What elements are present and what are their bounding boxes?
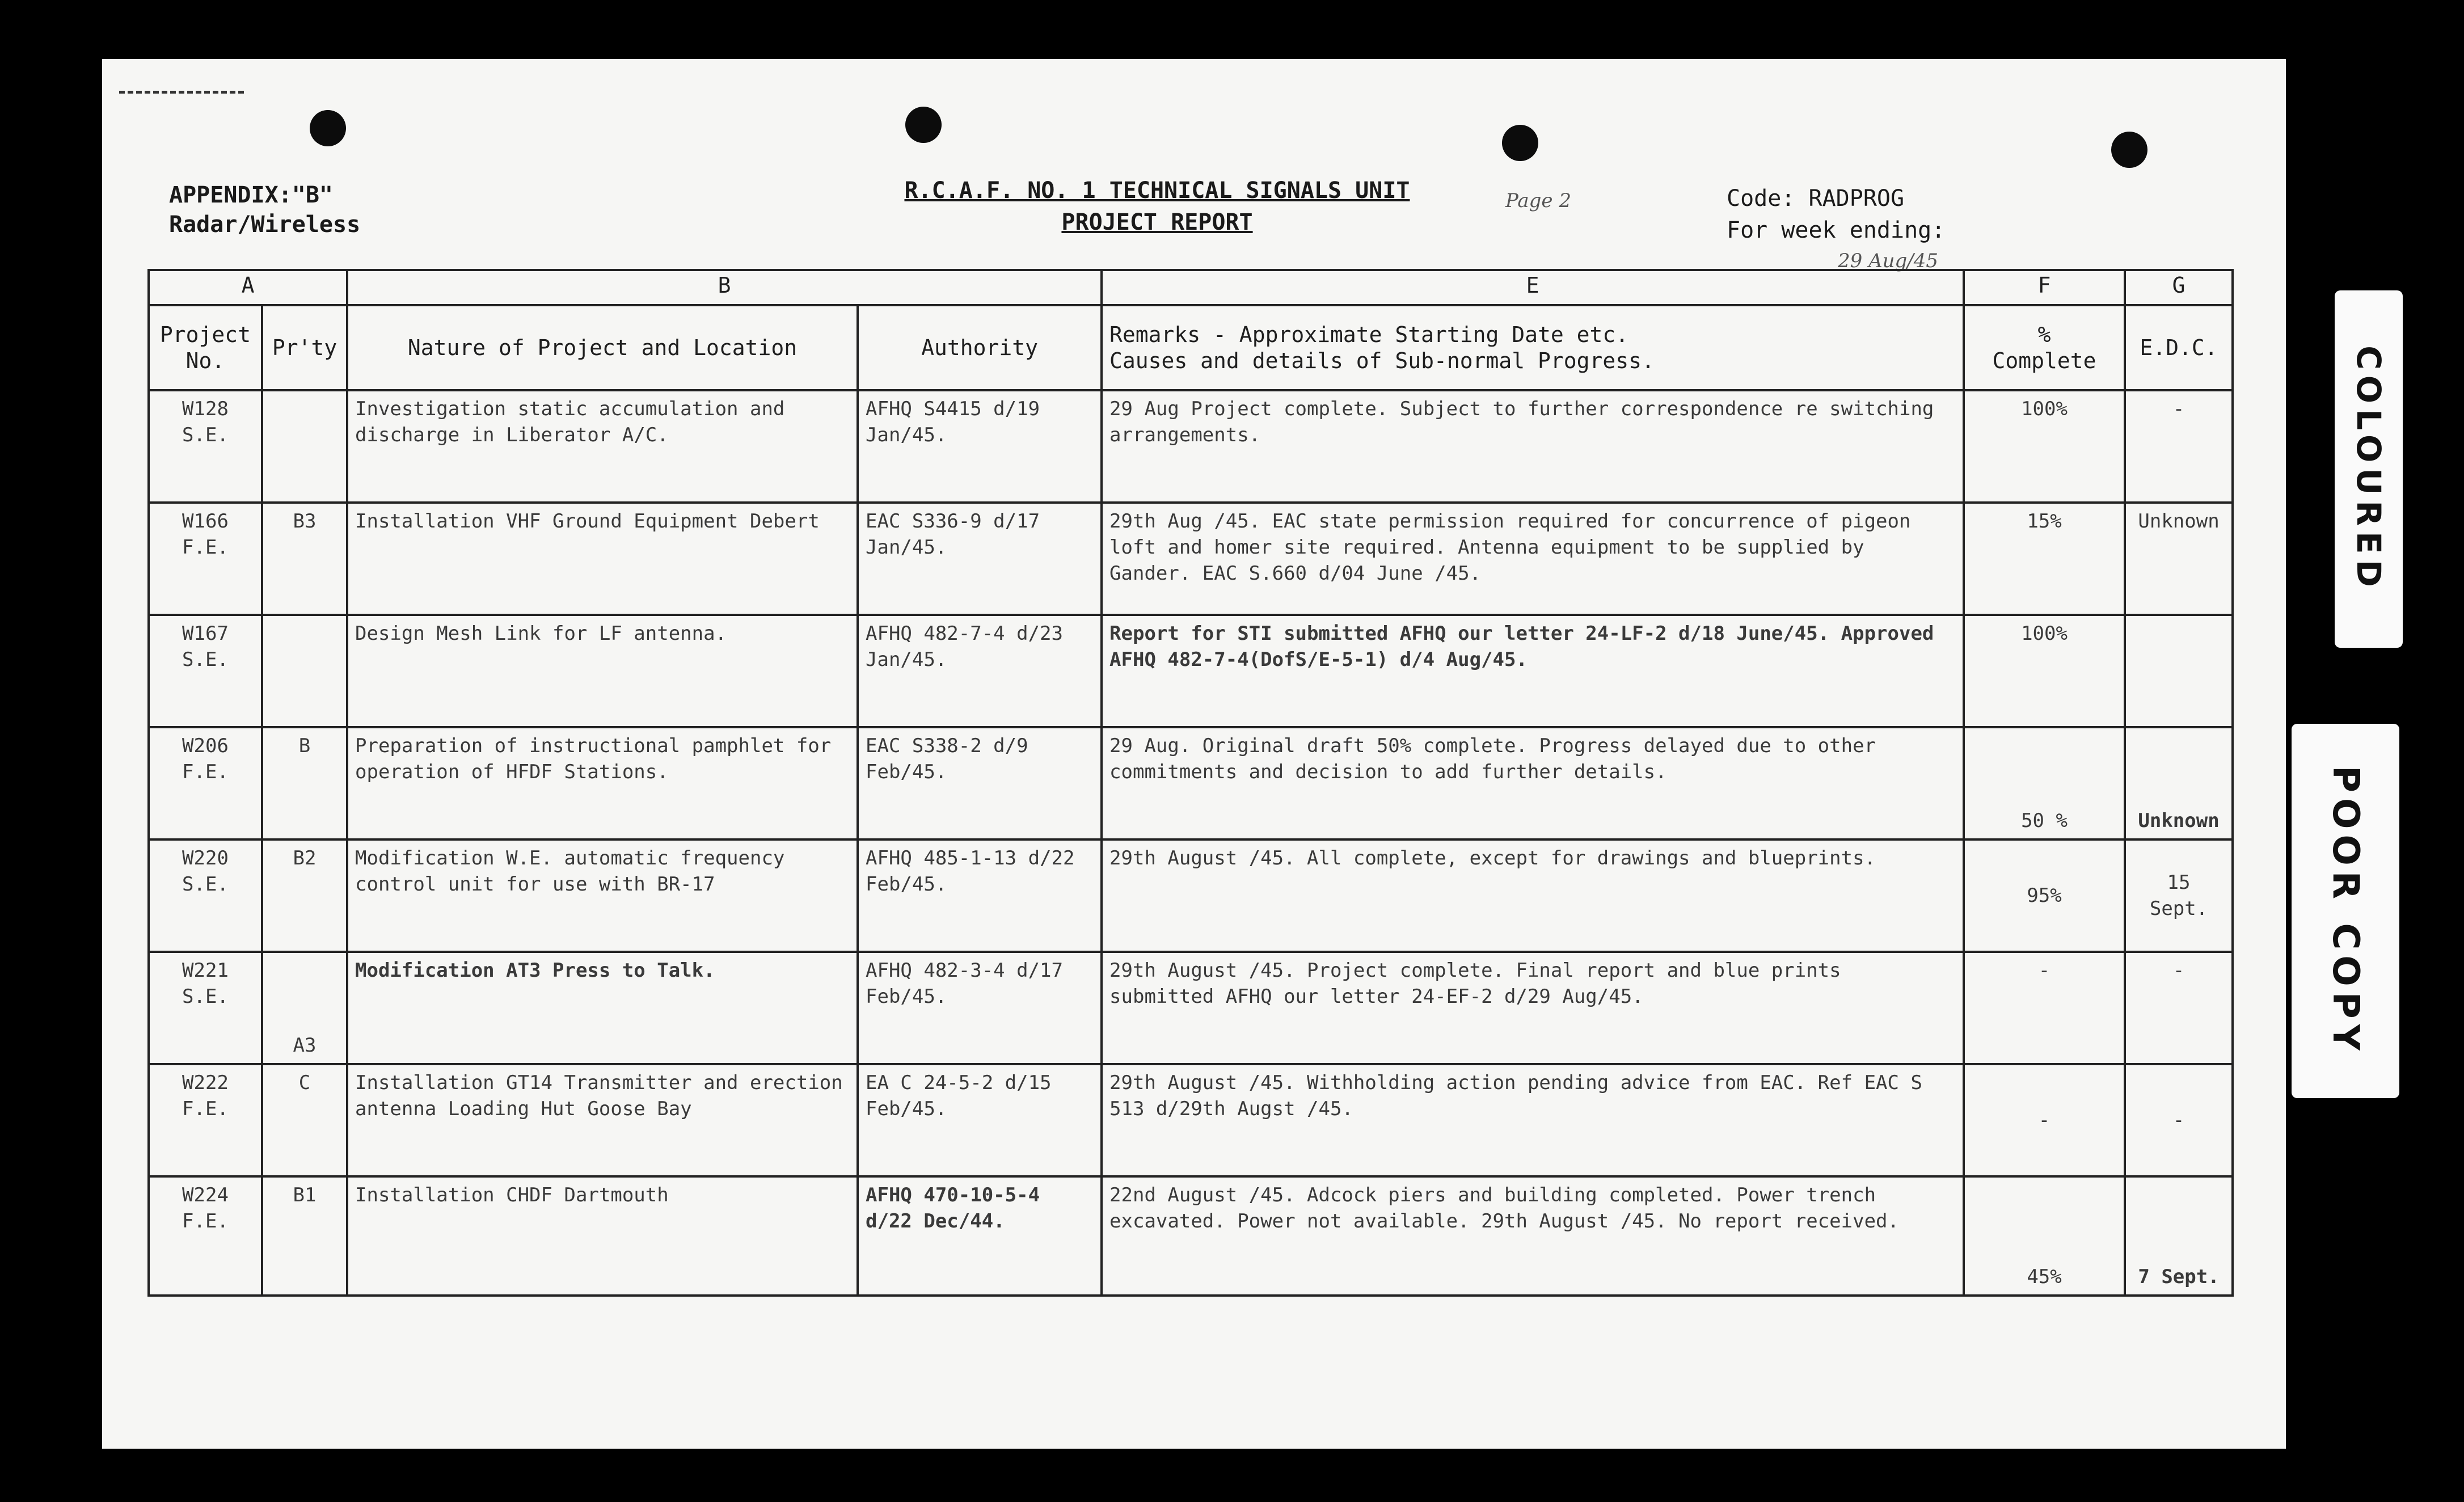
cell-authority: AFHQ S4415 d/19 Jan/45.	[858, 390, 1102, 503]
cell-remarks: Report for STI submitted AFHQ our letter 24-LF-2 d/18 June/45. Approved AFHQ 482-7-4(DofS/E-5-1) d/4 Aug/45.	[1102, 615, 1964, 727]
cell-complete: 50 %	[1964, 727, 2125, 839]
table-row	[149, 503, 2233, 615]
week-ending-line: For week ending:	[1727, 217, 1946, 243]
code-block	[1727, 183, 1945, 246]
cell-priority: B1	[262, 1176, 347, 1296]
cell-complete: -	[1964, 952, 2125, 1064]
cell-priority: B2	[262, 839, 347, 952]
section-letter-row	[149, 270, 2233, 305]
table-row	[149, 839, 2233, 952]
cell-authority: AFHQ 485-1-13 d/22 Feb/45.	[858, 839, 1102, 952]
cell-nature: Modification AT3 Press to Talk.	[347, 952, 858, 1064]
header-percent-symbol: %	[2037, 322, 2051, 347]
table-row	[149, 615, 2233, 727]
header-remarks	[1102, 305, 1964, 390]
cell-project-no: W166 F.E.	[149, 503, 262, 615]
cell-project-no: W221 S.E.	[149, 952, 262, 1064]
cell-priority: A3	[262, 952, 347, 1064]
cell-remarks: 29 Aug Project complete. Subject to further correspondence re switching arrangements.	[1102, 390, 1964, 503]
cell-edc: 15 Sept.	[2125, 839, 2233, 952]
table-row	[149, 727, 2233, 839]
cell-complete: 95%	[1964, 839, 2125, 952]
cell-remarks: 29th August /45. Project complete. Final report and blue prints submitted AFHQ our letter 24-EF-2 d/29 Aug/45.	[1102, 952, 1964, 1064]
header-complete-label: Complete	[1992, 348, 2096, 373]
cell-remarks: 29th August /45. All complete, except for drawings and blueprints.	[1102, 839, 1964, 952]
cell-authority: EA C 24-5-2 d/15 Feb/45.	[858, 1064, 1102, 1176]
section-letter: G	[2125, 270, 2233, 305]
header-nature: Nature of Project and Location	[347, 305, 858, 390]
cell-project-no: W206 F.E.	[149, 727, 262, 839]
column-header-row	[149, 305, 2233, 390]
header-priority: Pr'ty	[262, 305, 347, 390]
cell-nature: Installation GT14 Transmitter and erection antenna Loading Hut Goose Bay	[347, 1064, 858, 1176]
cell-authority: AFHQ 482-3-4 d/17 Feb/45.	[858, 952, 1102, 1064]
table-row	[149, 390, 2233, 503]
cell-edc: -	[2125, 390, 2233, 503]
cell-complete: 45%	[1964, 1176, 2125, 1296]
cell-edc	[2125, 615, 2233, 727]
header-remarks-line-1: Remarks - Approximate Starting Date etc.	[1109, 322, 1629, 347]
cell-project-no: W167 S.E.	[149, 615, 262, 727]
cell-edc: -	[2125, 1064, 2233, 1176]
appendix-category: Radar/Wireless	[169, 212, 361, 238]
cell-nature: Preparation of instructional pamphlet for operation of HFDF Stations.	[347, 727, 858, 839]
cell-remarks: 29th August /45. Withholding action pending advice from EAC. Ref EAC S 513 d/29th Augst /45.	[1102, 1064, 1964, 1176]
report-title	[885, 175, 1429, 238]
header-project-no: Project No.	[149, 305, 262, 390]
cell-edc: Unknown	[2125, 503, 2233, 615]
cell-authority: AFHQ 482-7-4 d/23 Jan/45.	[858, 615, 1102, 727]
cell-remarks: 29th Aug /45. EAC state permission required for concurrence of pigeon loft and homer site required. Antenna equipment to be supplied by Gander. EAC S.660 d/04 June /45.	[1102, 503, 1964, 615]
cell-edc: 7 Sept.	[2125, 1176, 2233, 1296]
code-line: Code: RADPROG	[1727, 185, 1905, 212]
coloured-stamp	[2335, 290, 2403, 648]
cell-nature: Installation VHF Ground Equipment Debert	[347, 503, 858, 615]
punch-hole	[310, 110, 346, 146]
coloured-stamp-text: COLOURED	[2349, 345, 2388, 593]
table-row	[149, 952, 2233, 1064]
cell-complete: 15%	[1964, 503, 2125, 615]
title-line-2: PROJECT REPORT	[1061, 209, 1253, 235]
section-letter: F	[1964, 270, 2125, 305]
appendix-label: APPENDIX:"B"	[169, 182, 333, 208]
cell-nature: Design Mesh Link for LF antenna.	[347, 615, 858, 727]
section-letter: E	[1102, 270, 1964, 305]
poor-copy-stamp-text: POOR COPY	[2324, 766, 2366, 1056]
table-row	[149, 1064, 2233, 1176]
appendix-block	[169, 180, 360, 239]
cell-priority	[262, 615, 347, 727]
page-number: Page 2	[1505, 189, 1571, 212]
cell-authority: EAC S336-9 d/17 Jan/45.	[858, 503, 1102, 615]
cell-project-no: W220 S.E.	[149, 839, 262, 952]
cell-remarks: 22nd August /45. Adcock piers and building completed. Power trench excavated. Power not available. 29th August /45. No report received.	[1102, 1176, 1964, 1296]
punch-hole	[2111, 132, 2147, 168]
cell-nature: Modification W.E. automatic frequency control unit for use with BR-17	[347, 839, 858, 952]
table-row	[149, 1176, 2233, 1296]
cell-project-no: W224 F.E.	[149, 1176, 262, 1296]
cell-complete: 100%	[1964, 390, 2125, 503]
cell-project-no: W128 S.E.	[149, 390, 262, 503]
cell-project-no: W222 F.E.	[149, 1064, 262, 1176]
cell-complete: -	[1964, 1064, 2125, 1176]
cell-nature: Investigation static accumulation and discharge in Liberator A/C.	[347, 390, 858, 503]
cell-priority: C	[262, 1064, 347, 1176]
cell-nature: Installation CHDF Dartmouth	[347, 1176, 858, 1296]
project-table	[147, 269, 2234, 1297]
cell-edc: Unknown	[2125, 727, 2233, 839]
top-dash-mark	[119, 91, 244, 94]
cell-authority: EAC S338-2 d/9 Feb/45.	[858, 727, 1102, 839]
header-remarks-line-2: Causes and details of Sub-normal Progress.	[1109, 348, 1655, 373]
cell-remarks: 29 Aug. Original draft 50% complete. Progress delayed due to other commitments and decision to add further details.	[1102, 727, 1964, 839]
section-letter: A	[149, 270, 347, 305]
punch-hole	[1502, 125, 1538, 161]
cell-priority: B3	[262, 503, 347, 615]
header-edc: E.D.C.	[2125, 305, 2233, 390]
cell-complete: 100%	[1964, 615, 2125, 727]
cell-authority: AFHQ 470-10-5-4 d/22 Dec/44.	[858, 1176, 1102, 1296]
week-ending-value: 29 Aug/45	[1838, 250, 1939, 272]
punch-hole	[905, 107, 942, 143]
header-complete	[1964, 305, 2125, 390]
cell-priority	[262, 390, 347, 503]
header-authority: Authority	[858, 305, 1102, 390]
title-line-1: R.C.A.F. NO. 1 TECHNICAL SIGNALS UNIT	[904, 178, 1410, 204]
section-letter: B	[347, 270, 1102, 305]
cell-edc: -	[2125, 952, 2233, 1064]
cell-priority: B	[262, 727, 347, 839]
poor-copy-stamp	[2292, 724, 2399, 1098]
